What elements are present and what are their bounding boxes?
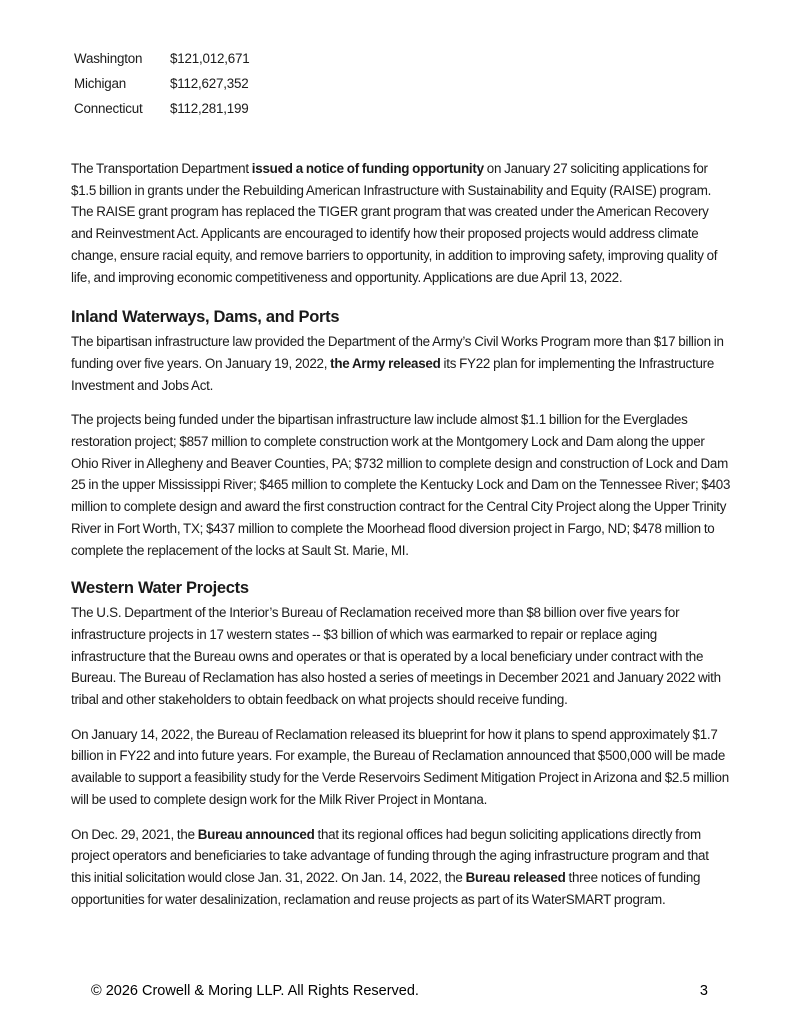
inland-text-after: its FY22 plan for implementing the Infrastructure Investment and Jobs Act.: [71, 355, 715, 393]
raise-paragraph: [71, 158, 731, 288]
amount-cell: $112,627,352: [170, 76, 249, 91]
funding-notice-link[interactable]: issued a notice of funding opportunity: [251, 161, 484, 176]
document-page: [71, 46, 731, 910]
western-p3-middle: that its regional offices had begun soliciting applications directly from project operators and beneficiaries to take advantage of funding through the aging infrastructure program and that this initial solicitation would close Jan. 31, 2022. On Jan. 14, 2022, the: [71, 826, 709, 885]
inland-text-before: The bipartisan infrastructure law provided the Department of the Army’s Civil Works Program more than $17 billion in funding over five years. On January 19, 2022,: [71, 334, 724, 371]
state-cell: Connecticut: [74, 101, 143, 116]
table-row: [74, 46, 250, 71]
western-p3-after: three notices of funding opportunities for water desalinization, reclamation and reuse projects as part of its WaterSMART program.: [71, 869, 701, 907]
state-cell: Washington: [74, 51, 143, 66]
western-p3-before: On Dec. 29, 2021, the: [71, 826, 198, 842]
raise-text-before: The Transportation Department: [71, 161, 252, 176]
bureau-released-link[interactable]: Bureau released: [465, 869, 566, 885]
inland-paragraph-1: [71, 331, 731, 396]
inland-waterways-heading: Inland Waterways, Dams, and Ports: [71, 308, 340, 327]
western-paragraph-3: [71, 824, 731, 911]
inland-paragraph-2: The projects being funded under the bipartisan infrastructure law include almost $1.1 billion for the Everglades restoration project; $857 million to complete construction work at the Montgomery Lock and Dam along the upper Ohio River in Allegheny and Beaver Counties, PA; $732 million to complete design and construction of Lock and Dam 25 in the upper Mississippi River; $465 million to complete the Kentucky Lock and Dam on the Tennessee River; $403 million to complete design and award the first construction contract for the Central City Project along the Upper Trinity River in Fort Worth, TX; $437 million to complete the Moorhead flood diversion project in Fargo, ND; $478 million to complete the replacement of the locks at Sault St. Marie, MI.: [71, 412, 731, 558]
western-water-heading: Western Water Projects: [71, 579, 249, 598]
state-cell: Michigan: [74, 76, 126, 91]
state-funding-table: [74, 46, 250, 121]
western-paragraph-1: The U.S. Department of the Interior’s Bureau of Reclamation received more than $8 billion over five years for infrastructure projects in 17 western states -- $3 billion of which was earmarked to repair or replace aging infrastructure that the Bureau owns and operates or that is operated by a local beneficiary under contract with the Bureau. The Bureau of Reclamation has also hosted a series of meetings in December 2021 and January 2022 with tribal and other stakeholders to obtain feedback on what projects should receive funding.: [71, 605, 721, 708]
table-row: [74, 96, 250, 121]
amount-cell: $121,012,671: [170, 51, 250, 66]
bureau-announced-link[interactable]: Bureau announced: [197, 826, 315, 842]
raise-text-after: on January 27 soliciting applications for $1.5 billion in grants under the Rebuilding American Infrastructure with Sustainability and Equity (RAISE) program. The RAISE grant program has replaced the TIGER grant program that was created under the American Recovery and Reinvestment Act. Applicants are encouraged to identify how their proposed projects would address climate change, ensure racial equity, and remove barriers to opportunity, in addition to improving safety, improving quality of life, and improving economic competitiveness and opportunity. Applications are due April 13, 2022.: [71, 161, 718, 285]
page-number: 3: [699, 983, 708, 999]
amount-cell: $112,281,199: [170, 101, 249, 116]
army-released-link[interactable]: the Army released: [330, 355, 441, 371]
western-paragraph-2: On January 14, 2022, the Bureau of Reclamation released its blueprint for how it plans to spend approximately $1.7 billion in FY22 and into future years. For example, the Bureau of Reclamation announced that $500,000 will be made available to support a feasibility study for the Verde Reservoirs Sediment Mitigation Project in Arizona and $2.5 million will be used to complete design work for the Milk River Project in Montana.: [71, 726, 729, 807]
copyright-notice: © 2026 Crowell & Moring LLP. All Rights Reserved.: [91, 983, 419, 999]
table-row: [74, 71, 250, 96]
